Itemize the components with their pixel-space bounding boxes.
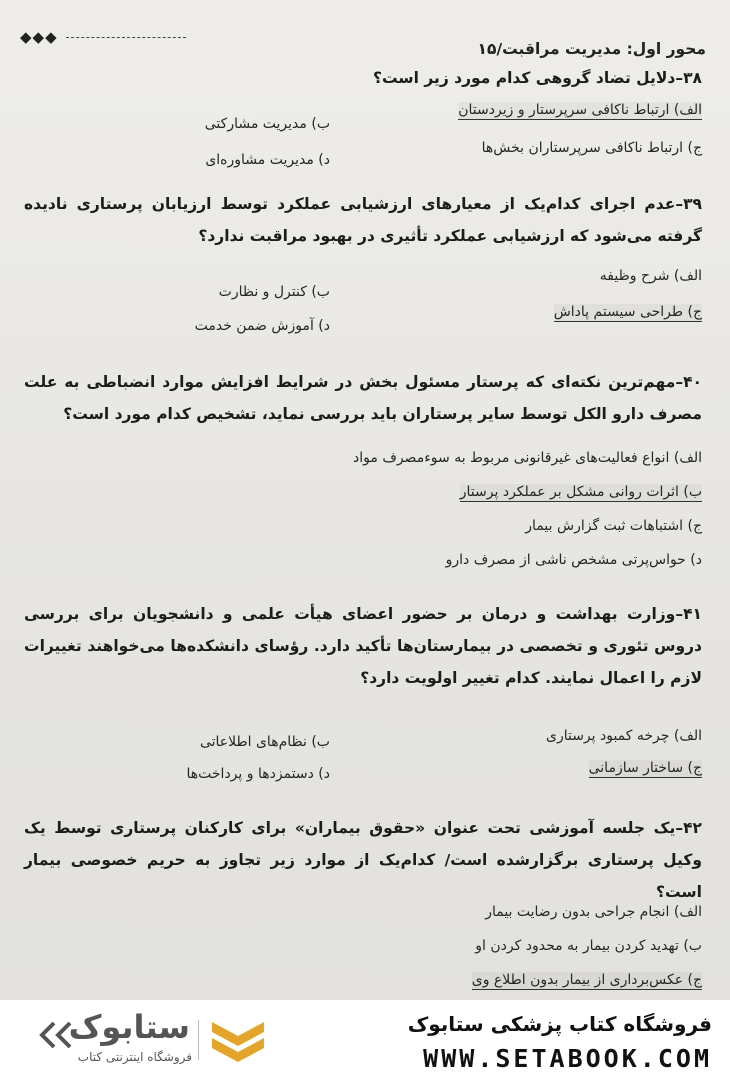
- logo-word: ستابوک: [68, 1008, 190, 1046]
- question-title: ۳۸–دلایل تضاد گروهی کدام مورد زیر است؟: [373, 69, 702, 87]
- option-a: الف) چرخه کمبود پرستاری: [545, 728, 702, 744]
- store-name: فروشگاه کتاب پزشکی ستابوک: [407, 1012, 712, 1036]
- option-c-text: ج) عکس‌برداری از بیمار بدون اطلاع وی: [471, 972, 702, 988]
- option-b: [460, 482, 702, 502]
- page-header: [20, 28, 706, 64]
- option-c: [472, 970, 702, 990]
- option-a: الف) انواع فعالیت‌های غیرقانونی مربوط به سوءمصرف مواد: [353, 450, 702, 466]
- option-d: د) حواس‌پرتی مشخص ناشی از مصرف دارو: [445, 552, 702, 568]
- store-url[interactable]: WWW.SETABOOK.COM: [423, 1044, 712, 1073]
- diamond-ornament-icon: ◆◆◆: [20, 28, 58, 46]
- dashed-rule: [66, 37, 186, 38]
- question-41: [24, 598, 702, 694]
- option-b: ب) مدیریت مشارکتی: [204, 116, 330, 132]
- option-a: [458, 100, 702, 120]
- option-c: ج) ارتباط ناکافی سرپرستاران بخش‌ها: [481, 140, 702, 156]
- page-title: محور اول: مدیریت مراقبت/۱۵: [477, 40, 706, 58]
- option-b: ب) کنترل و نظارت: [218, 284, 330, 300]
- store-footer: [0, 1000, 730, 1080]
- header-ornament: [20, 28, 186, 46]
- question-title: ۴۰–مهم‌ترین نکته‌ای که پرستار مسئول بخش در شرایط افزایش موارد انضباطی به علت مصرف دارو الکل توسط سایر پرستاران باید بررسی نماید، تشخیص کدام مورد است؟: [24, 373, 702, 423]
- question-40: [24, 366, 702, 430]
- question-39: [24, 188, 702, 252]
- option-c: ج) اشتباهات ثبت گزارش بیمار: [525, 518, 702, 534]
- setabook-logo[interactable]: [30, 1008, 200, 1070]
- question-38: [24, 62, 702, 94]
- option-a-text: الف) ارتباط ناکافی سرپرستار و زیردستان: [458, 102, 702, 118]
- question-title: ۴۲–یک جلسه آموزشی تحت عنوان «حقوق بیماران» برای کارکنان پرستاری توسط یک وکیل پرستاری برگزارشده است/ کدام‌یک از موارد زیر تجاوز به حریم خصوصی بیمار است؟: [24, 819, 702, 901]
- option-d: د) آموزش ضمن خدمت: [194, 318, 330, 334]
- option-d: د) مدیریت مشاوره‌ای: [205, 152, 330, 168]
- question-title: ۳۹–عدم اجرای کدام‌یک از معیارهای ارزشیابی عملکرد توسط ارزیابان پرستاری نادیده گرفته می‌شود که ارزشیابی عملکرد تأثیری در بهبود مراقبت ندارد؟: [24, 195, 702, 245]
- option-b: ب) نظام‌های اطلاعاتی: [199, 734, 330, 750]
- question-title: ۴۱–وزارت بهداشت و درمان بر حضور اعضای هیأت علمی و دانشجویان برای بررسی دروس تئوری و تخصصی در بیمارستان‌ها تأکید دارد. رؤسای دانشکده‌ها می‌خواهند تغییرات لازم را اعمال نمایند. کدام تغییر اولویت دارد؟: [24, 605, 702, 687]
- logo-subtitle: فروشگاه اینترنتی کتاب: [77, 1050, 192, 1064]
- double-chevron-left-icon: [36, 1020, 76, 1050]
- option-a: الف) شرح وظیفه: [599, 268, 702, 284]
- option-c: [554, 302, 702, 322]
- option-b-text: ب) اثرات روانی مشکل بر عملکرد پرستار: [459, 484, 702, 500]
- option-d: د) دستمزدها و پرداخت‌ها: [186, 766, 330, 782]
- option-a: الف) انجام جراحی بدون رضایت بیمار: [485, 904, 702, 920]
- option-c-text: ج) ساختار سازمانی: [588, 760, 702, 776]
- option-b: ب) تهدید کردن بیمار به محدود کردن او: [475, 938, 702, 954]
- option-c: [589, 758, 702, 778]
- option-c-text: ج) طراحی سیستم پاداش: [553, 304, 702, 320]
- setabook-mark-icon: [208, 1016, 268, 1064]
- question-42: [24, 812, 702, 908]
